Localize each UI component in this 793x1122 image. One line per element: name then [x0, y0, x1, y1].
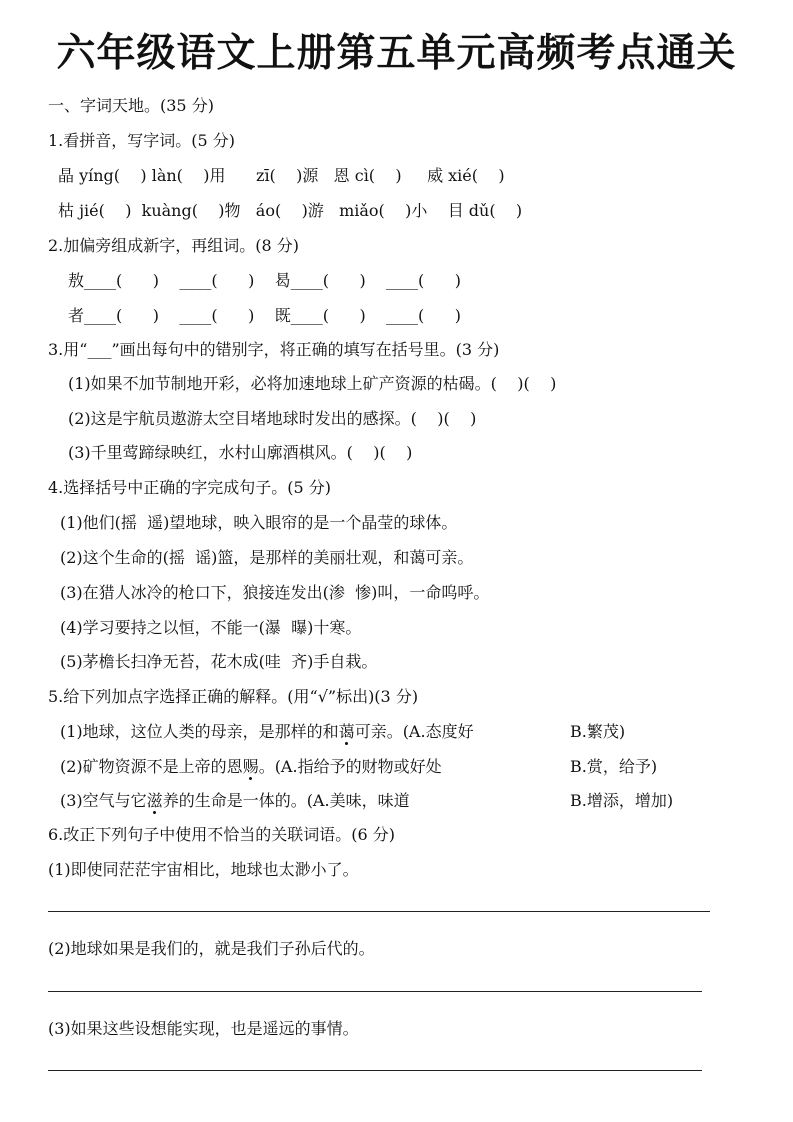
q5-heading: 5.给下列加点字选择正确的解释。(用“√”标出)(3 分)	[48, 687, 419, 706]
q5-item-text: (3)空气与它	[60, 791, 147, 810]
q5-option-b: B.赏，给予)	[570, 757, 658, 776]
q3-heading: 3.用“___”画出每句中的错别字，将正确的填写在括号里。(3 分)	[48, 340, 500, 359]
q5-item-text: (1)地球，这位人类的母亲，是那样的和	[60, 722, 339, 741]
dotted-char: 赐	[242, 757, 259, 776]
answer-line[interactable]	[48, 991, 702, 992]
q4-heading: 4.选择括号中正确的字完成句子。(5 分)	[48, 478, 332, 497]
dotted-char: 滋	[146, 791, 163, 810]
q5-item	[60, 756, 442, 778]
answer-line[interactable]	[48, 911, 710, 912]
q6-item: (1)即使同茫茫宇宙相比，地球也太渺小了。	[48, 860, 359, 879]
q2-heading: 2.加偏旁组成新字，再组词。(8 分)	[48, 236, 300, 255]
q3-item: (1)如果不加节制地开彩，必将加速地球上矿产资源的枯碣。( )( )	[68, 374, 557, 393]
q6-heading: 6.改正下列句子中使用不恰当的关联词语。(6 分)	[48, 825, 396, 844]
q3-item: (2)这是宇航员遨游太空目堵地球时发出的感探。( )( )	[68, 409, 477, 428]
q1-heading: 1.看拼音，写字词。(5 分)	[48, 131, 236, 150]
q1-row: 枯 jié( ) kuàng( )物 áo( )游 miǎo( )小 目 dǔ( )	[58, 201, 523, 220]
q5-item-text: (2)矿物资源不是上帝的恩	[60, 757, 243, 776]
q4-item: (5)茅檐长扫净无苔，花木成(哇 齐)手自栽。	[60, 652, 378, 671]
q5-item	[60, 721, 474, 743]
answer-line[interactable]	[48, 1070, 702, 1071]
q6-item: (2)地球如果是我们的，就是我们子孙后代的。	[48, 939, 375, 958]
q5-option-b: B.繁茂)	[570, 722, 626, 741]
q1-row: 晶 yíng( ) làn( )用 zī( )源 恩 cì( ) 威 xié( )	[58, 166, 505, 185]
q4-item: (3)在猎人冰冷的枪口下，狼接连发出(渗 惨)叫，一命呜呼。	[60, 583, 490, 602]
q5-option-a: 可亲。(A.态度好	[354, 722, 474, 741]
dotted-char: 蔼	[338, 722, 355, 741]
q4-item: (2)这个生命的(摇 谣)篮，是那样的美丽壮观，和蔼可亲。	[60, 548, 474, 567]
q3-item: (3)千里莺蹄绿映红，水村山廓酒棋风。( )( )	[68, 443, 413, 462]
q5-item	[60, 790, 410, 812]
section-heading: 一、字词天地。(35 分)	[48, 96, 214, 115]
q2-row: 者____( ) ____( ) 既____( ) ____( )	[68, 306, 462, 325]
q6-item: (3)如果这些设想能实现，也是遥远的事情。	[48, 1019, 359, 1038]
q4-item: (4)学习要持之以恒，不能一(瀑 曝)十寒。	[60, 618, 362, 637]
q5-option-a: 。(A.指给予的财物或好处	[258, 757, 442, 776]
page-title: 六年级语文上册第五单元高频考点通关	[56, 31, 737, 76]
q5-option-b: B.增添，增加)	[570, 791, 674, 810]
q5-option-a: 养的生命是一体的。(A.美味，味道	[162, 791, 410, 810]
q2-row: 敖____( ) ____( ) 曷____( ) ____( )	[68, 271, 462, 290]
q4-item: (1)他们(摇 遥)望地球，映入眼帘的是一个晶莹的球体。	[60, 513, 458, 532]
